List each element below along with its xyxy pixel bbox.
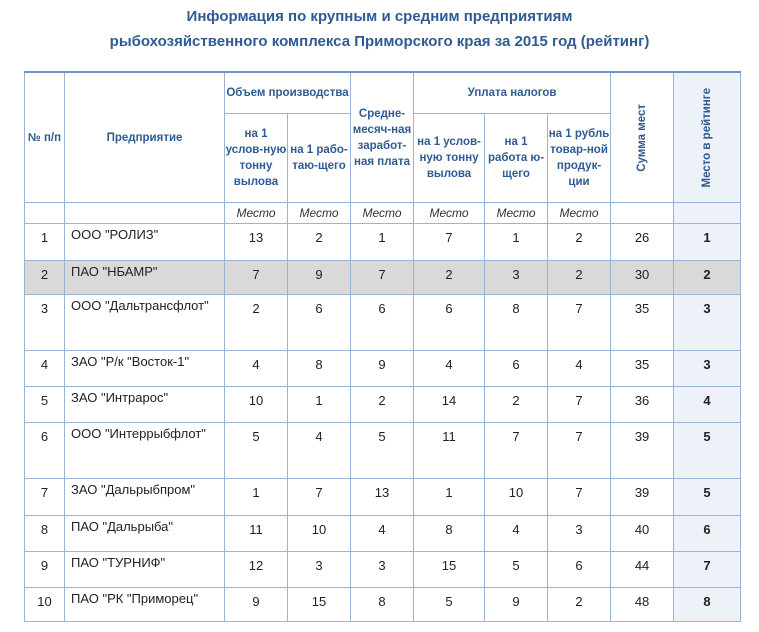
- cell-salary: 13: [351, 479, 414, 516]
- unit-cell: Место: [288, 203, 351, 224]
- header-taxes-group: Уплата налогов: [414, 72, 611, 114]
- cell-num: 3: [25, 295, 65, 351]
- table-row: [25, 224, 741, 261]
- cell-prod-per-worker: 4: [288, 423, 351, 479]
- cell-company: ООО "РОЛИЗ": [65, 224, 225, 261]
- cell-num: 7: [25, 479, 65, 516]
- cell-prod-per-ton: 10: [225, 387, 288, 423]
- cell-sum: 39: [611, 423, 674, 479]
- cell-sum: 48: [611, 588, 674, 622]
- cell-prod-per-ton: 12: [225, 552, 288, 588]
- cell-tax-per-ton: 14: [414, 387, 485, 423]
- unit-cell-empty: [674, 203, 741, 224]
- cell-rank: 3: [674, 295, 741, 351]
- cell-rank: 5: [674, 423, 741, 479]
- cell-num: 1: [25, 224, 65, 261]
- cell-tax-per-rub: 7: [548, 423, 611, 479]
- cell-prod-per-worker: 2: [288, 224, 351, 261]
- cell-company: ПАО "Дальрыба": [65, 516, 225, 552]
- cell-prod-per-worker: 6: [288, 295, 351, 351]
- cell-sum: 44: [611, 552, 674, 588]
- table-row: [25, 387, 741, 423]
- cell-tax-per-rub: 2: [548, 261, 611, 295]
- cell-tax-per-ton: 2: [414, 261, 485, 295]
- cell-tax-per-rub: 7: [548, 479, 611, 516]
- cell-rank: 1: [674, 224, 741, 261]
- cell-sum: 30: [611, 261, 674, 295]
- unit-cell-empty: [611, 203, 674, 224]
- cell-tax-per-ton: 4: [414, 351, 485, 387]
- unit-cell: Место: [225, 203, 288, 224]
- cell-prod-per-ton: 4: [225, 351, 288, 387]
- cell-sum: 35: [611, 351, 674, 387]
- cell-tax-per-worker: 3: [485, 261, 548, 295]
- cell-prod-per-worker: 8: [288, 351, 351, 387]
- cell-tax-per-ton: 11: [414, 423, 485, 479]
- table-row: [25, 479, 741, 516]
- cell-sum: 40: [611, 516, 674, 552]
- cell-tax-per-ton: 7: [414, 224, 485, 261]
- cell-company: ПАО "ТУРНИФ": [65, 552, 225, 588]
- cell-prod-per-worker: 15: [288, 588, 351, 622]
- cell-num: 4: [25, 351, 65, 387]
- unit-cell-empty: [25, 203, 65, 224]
- header-production-group: Объем производства: [225, 72, 351, 114]
- cell-salary: 8: [351, 588, 414, 622]
- cell-sum: 35: [611, 295, 674, 351]
- unit-cell-empty: [65, 203, 225, 224]
- cell-tax-per-worker: 9: [485, 588, 548, 622]
- cell-rank: 8: [674, 588, 741, 622]
- cell-salary: 1: [351, 224, 414, 261]
- cell-prod-per-worker: 10: [288, 516, 351, 552]
- cell-num: 5: [25, 387, 65, 423]
- cell-company: ООО "Дальтрансфлот": [65, 295, 225, 351]
- cell-salary: 4: [351, 516, 414, 552]
- cell-tax-per-rub: 2: [548, 224, 611, 261]
- cell-prod-per-ton: 9: [225, 588, 288, 622]
- cell-prod-per-worker: 1: [288, 387, 351, 423]
- cell-prod-per-ton: 5: [225, 423, 288, 479]
- table-row: [25, 423, 741, 479]
- cell-prod-per-ton: 7: [225, 261, 288, 295]
- cell-company: ЗАО "Дальрыбпром": [65, 479, 225, 516]
- header-rank: [674, 72, 741, 203]
- header-sum: [611, 72, 674, 203]
- unit-cell: Место: [485, 203, 548, 224]
- cell-tax-per-worker: 10: [485, 479, 548, 516]
- header-num: № п/п: [25, 72, 65, 203]
- cell-tax-per-ton: 1: [414, 479, 485, 516]
- cell-prod-per-ton: 13: [225, 224, 288, 261]
- title-line-1: Информация по крупным и средним предприятиям: [186, 8, 573, 25]
- cell-prod-per-worker: 3: [288, 552, 351, 588]
- table-row: [25, 351, 741, 387]
- unit-cell: Место: [548, 203, 611, 224]
- cell-tax-per-rub: 7: [548, 387, 611, 423]
- cell-tax-per-worker: 4: [485, 516, 548, 552]
- table-row: [25, 516, 741, 552]
- report-title: [0, 4, 759, 54]
- cell-tax-per-ton: 5: [414, 588, 485, 622]
- header-tax-per-worker: на 1 работа ю-щего: [485, 114, 548, 203]
- cell-prod-per-worker: 9: [288, 261, 351, 295]
- cell-rank: 5: [674, 479, 741, 516]
- cell-tax-per-rub: 3: [548, 516, 611, 552]
- rating-table: [24, 71, 741, 622]
- cell-tax-per-ton: 6: [414, 295, 485, 351]
- header-rank-text: Место в рейтинге: [701, 87, 714, 188]
- cell-prod-per-ton: 1: [225, 479, 288, 516]
- cell-salary: 2: [351, 387, 414, 423]
- cell-tax-per-worker: 8: [485, 295, 548, 351]
- cell-rank: 4: [674, 387, 741, 423]
- table-row: [25, 552, 741, 588]
- cell-tax-per-ton: 8: [414, 516, 485, 552]
- header-salary: Средне-месяч-ная заработ-ная плата: [351, 72, 414, 203]
- cell-company: ЗАО "Р/к "Восток-1": [65, 351, 225, 387]
- cell-tax-per-rub: 7: [548, 295, 611, 351]
- cell-salary: 7: [351, 261, 414, 295]
- cell-num: 9: [25, 552, 65, 588]
- cell-num: 6: [25, 423, 65, 479]
- cell-tax-per-rub: 6: [548, 552, 611, 588]
- unit-row: [25, 203, 741, 224]
- cell-salary: 3: [351, 552, 414, 588]
- cell-rank: 2: [674, 261, 741, 295]
- unit-cell: Место: [351, 203, 414, 224]
- cell-num: 2: [25, 261, 65, 295]
- cell-rank: 6: [674, 516, 741, 552]
- cell-salary: 9: [351, 351, 414, 387]
- cell-company: ООО "Интеррыбфлот": [65, 423, 225, 479]
- cell-sum: 26: [611, 224, 674, 261]
- cell-tax-per-worker: 5: [485, 552, 548, 588]
- cell-salary: 5: [351, 423, 414, 479]
- cell-tax-per-worker: 7: [485, 423, 548, 479]
- cell-company: ЗАО "Интрарос": [65, 387, 225, 423]
- header-company: Предприятие: [65, 72, 225, 203]
- cell-sum: 39: [611, 479, 674, 516]
- cell-num: 8: [25, 516, 65, 552]
- cell-tax-per-worker: 2: [485, 387, 548, 423]
- header-tax-per-rub: на 1 рубль товар-ной продук-ции: [548, 114, 611, 203]
- cell-tax-per-worker: 6: [485, 351, 548, 387]
- title-line-2: рыбохозяйственного комплекса Приморского края за 2015 год (рейтинг): [109, 33, 650, 50]
- header-prod-per-worker: на 1 рабо-таю-щего: [288, 114, 351, 203]
- cell-tax-per-ton: 15: [414, 552, 485, 588]
- header-tax-per-ton: на 1 услов-ную тонну вылова: [414, 114, 485, 203]
- cell-company: ПАО "РК "Приморец": [65, 588, 225, 622]
- cell-rank: 3: [674, 351, 741, 387]
- cell-tax-per-worker: 1: [485, 224, 548, 261]
- cell-salary: 6: [351, 295, 414, 351]
- header-sum-text: Сумма мест: [636, 103, 649, 172]
- cell-tax-per-rub: 4: [548, 351, 611, 387]
- cell-prod-per-ton: 2: [225, 295, 288, 351]
- cell-company: ПАО "НБАМР": [65, 261, 225, 295]
- cell-sum: 36: [611, 387, 674, 423]
- table-row: [25, 295, 741, 351]
- unit-cell: Место: [414, 203, 485, 224]
- table-row: [25, 261, 741, 295]
- header-prod-per-ton: на 1 услов-ную тонну вылова: [225, 114, 288, 203]
- cell-tax-per-rub: 2: [548, 588, 611, 622]
- cell-num: 10: [25, 588, 65, 622]
- cell-rank: 7: [674, 552, 741, 588]
- cell-prod-per-ton: 11: [225, 516, 288, 552]
- table-row: [25, 588, 741, 622]
- cell-prod-per-worker: 7: [288, 479, 351, 516]
